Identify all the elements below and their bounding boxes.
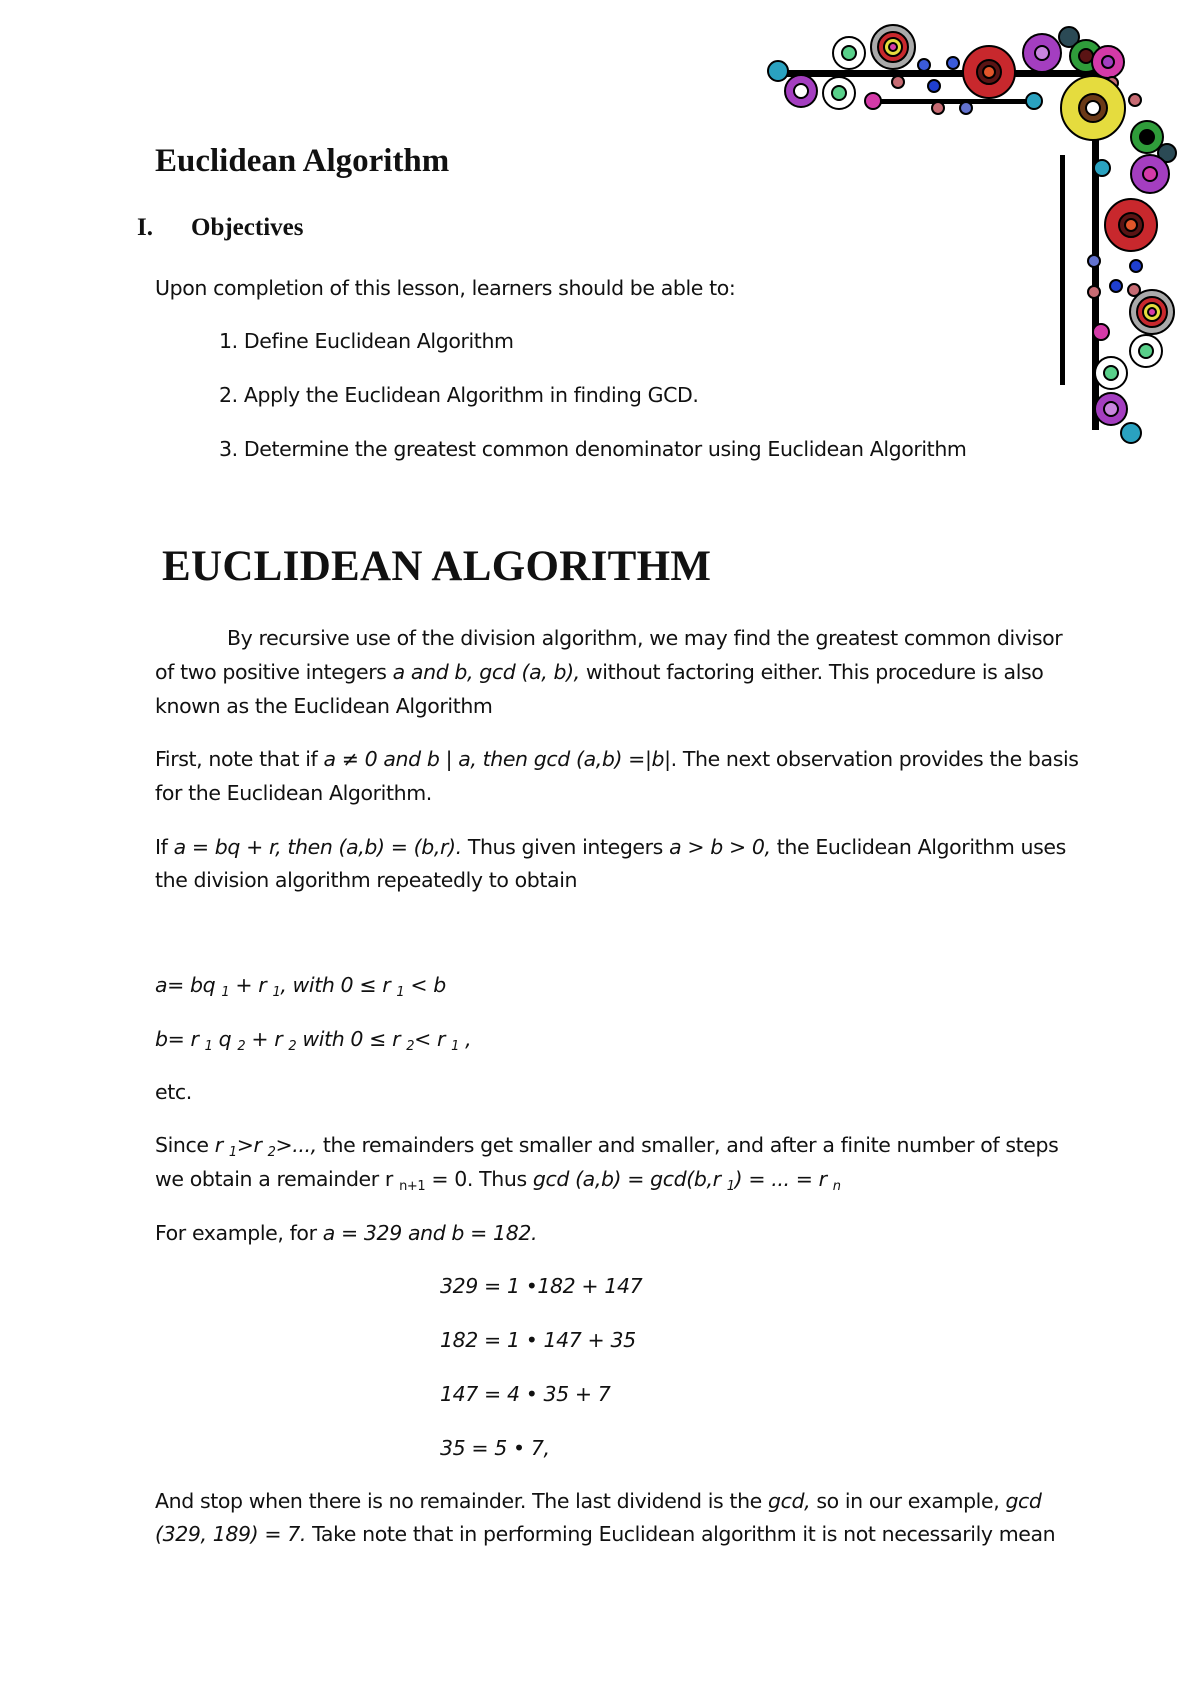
ornament-circles bbox=[768, 25, 1176, 443]
objective-item: 3. Determine the greatest common denominator using Euclidean Algorithm bbox=[219, 437, 967, 461]
paragraph-line: For example, for a = 329 and b = 182. bbox=[155, 1221, 538, 1245]
paragraph-line: (329, 189) = 7. Take note that in performing Euclidean algorithm it is not necessarily mean bbox=[155, 1522, 1056, 1546]
equation-line: b= r $_1$ q $_2$ + r $_2$ with 0 ≤ r $_2$< r $_1$ , bbox=[155, 1027, 472, 1054]
example-step: 182 = 1 • 147 + 35 bbox=[440, 1328, 636, 1352]
objectives-intro: Upon completion of this lesson, learners should be able to: bbox=[155, 276, 736, 300]
example-step: 329 = 1 •182 + 147 bbox=[440, 1274, 643, 1298]
paragraph-line: Since r $_1$>r $_2$>..., the remainders get smaller and smaller, and after a finite number of steps bbox=[155, 1133, 1059, 1160]
paragraph-line: First, note that if a ≠ 0 and b | a, then gcd (a,b) =|b|. The next observation provides the basis bbox=[155, 747, 1079, 771]
example-step: 35 = 5 • 7, bbox=[440, 1436, 550, 1460]
paragraph-line: we obtain a remainder r $_{n+1}$ = 0. Thus gcd (a,b) = gcd(b,r $_1$) = ... = r $_n$ bbox=[155, 1167, 841, 1194]
example-step: 147 = 4 • 35 + 7 bbox=[440, 1382, 611, 1406]
paragraph-line: known as the Euclidean Algorithm bbox=[155, 694, 493, 718]
document-title: Euclidean Algorithm bbox=[155, 143, 450, 179]
section-title: Objectives bbox=[191, 214, 304, 241]
etc-text: etc. bbox=[155, 1080, 192, 1104]
ornament-bars bbox=[782, 70, 1100, 430]
paragraph-line: of two positive integers a and b, gcd (a, b), without factoring either. This procedure is also bbox=[155, 660, 1044, 684]
paragraph-line: the division algorithm repeatedly to obtain bbox=[155, 868, 578, 892]
equation-line: a= bq $_1$ + r $_1$, with 0 ≤ r $_1$ < b bbox=[155, 973, 446, 1000]
objective-item: 2. Apply the Euclidean Algorithm in finding GCD. bbox=[219, 383, 699, 407]
paragraph-line: By recursive use of the division algorithm, we may find the greatest common divisor bbox=[227, 626, 1063, 650]
paragraph-line: And stop when there is no remainder. The last dividend is the gcd, so in our example, gcd bbox=[155, 1489, 1042, 1513]
objective-item: 1. Define Euclidean Algorithm bbox=[219, 329, 514, 353]
paragraph-line: If a = bq + r, then (a,b) = (b,r). Thus given integers a > b > 0, the Euclidean Algorithm uses bbox=[155, 835, 1066, 859]
section-number: I. bbox=[137, 214, 153, 241]
section-heading: EUCLIDEAN ALGORITHM bbox=[162, 543, 712, 590]
paragraph-line: for the Euclidean Algorithm. bbox=[155, 781, 432, 805]
